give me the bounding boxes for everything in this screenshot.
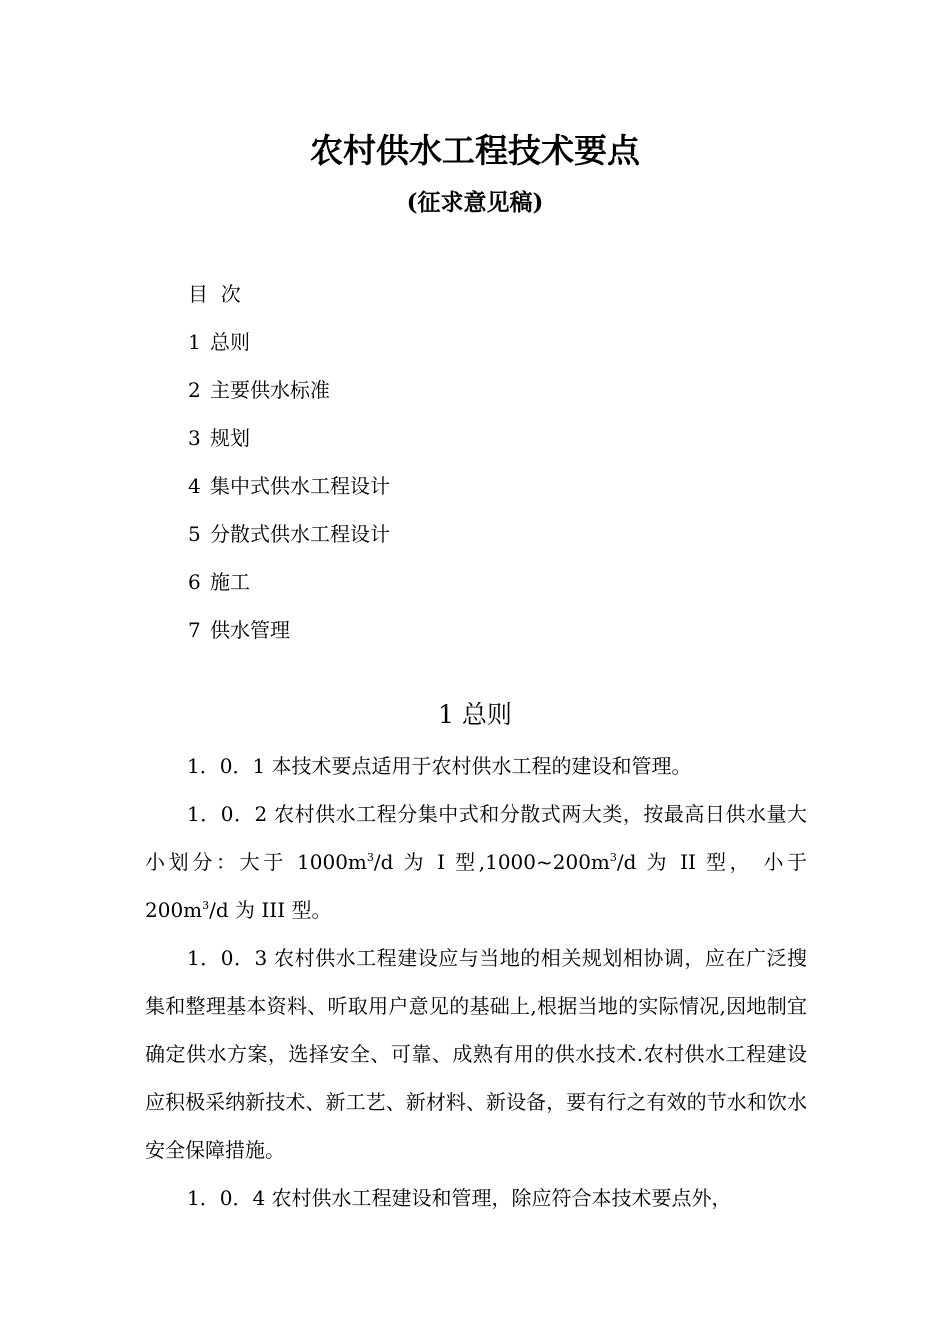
superscript: 3: [366, 851, 374, 864]
toc-item-number: 6: [188, 570, 201, 594]
superscript: 3: [609, 851, 617, 864]
clause-1-0-1: 1．0．1 本技术要点适用于农村供水工程的建设和管理。: [187, 754, 692, 778]
toc-item-label: 总则: [210, 330, 250, 354]
toc-item-7: [188, 606, 788, 654]
toc-item-label: 供水管理: [210, 618, 290, 642]
document-title: 农村供水工程技术要点: [310, 131, 640, 170]
clause-1-0-3: 1．0．3 农村供水工程建设应与当地的相关规划相协调，应在广泛搜集和整理基本资料、听取用户意见的基础上,根据当地的实际情况,因地制宜确定供水方案，选择安全、可靠、成熟有用的供水技术.农村供水工程建设应积极采纳新技术、新工艺、新材料、新设备，要有行之有效的节水和饮水安全保障措施。: [145, 946, 807, 1162]
toc-item-number: 2: [188, 378, 201, 402]
document-subtitle: (征求意见稿): [406, 189, 544, 216]
toc-item-label: 集中式供水工程设计: [210, 474, 390, 498]
toc-item-2: [188, 366, 788, 414]
toc-item-label: 施工: [210, 570, 250, 594]
clause-1-0-2: 1．0．2 农村供水工程分集中式和分散式两大类，按最高日供水量大小划分：大于 $1000m^3/d$ 为 I 型$,1000\sim 200m^3/d$ 为 II 型， 小于 $200m^3/d$ 为 III 型。: [145, 802, 807, 922]
section-heading: 1 总则: [438, 700, 512, 729]
toc-heading: 目 次: [188, 282, 241, 306]
clause-1-0-4: 1．0．4 农村供水工程建设和管理，除应符合本技术要点外，: [187, 1186, 732, 1210]
toc-item-number: 5: [188, 522, 201, 546]
toc-item-number: 4: [188, 474, 201, 498]
toc-item-3: [188, 414, 788, 462]
toc-item-number: 1: [188, 330, 201, 354]
section-body: [145, 742, 807, 1222]
toc-item-5: [188, 510, 788, 558]
superscript: 3: [202, 899, 210, 912]
toc-item-6: [188, 558, 788, 606]
toc-item-label: 主要供水标准: [210, 378, 330, 402]
table-of-contents: [188, 270, 788, 654]
toc-item-number: 3: [188, 426, 201, 450]
toc-item-label: 规划: [210, 426, 250, 450]
toc-item-4: [188, 462, 788, 510]
toc-item-label: 分散式供水工程设计: [210, 522, 390, 546]
toc-item-number: 7: [188, 618, 201, 642]
toc-item-1: [188, 318, 788, 366]
